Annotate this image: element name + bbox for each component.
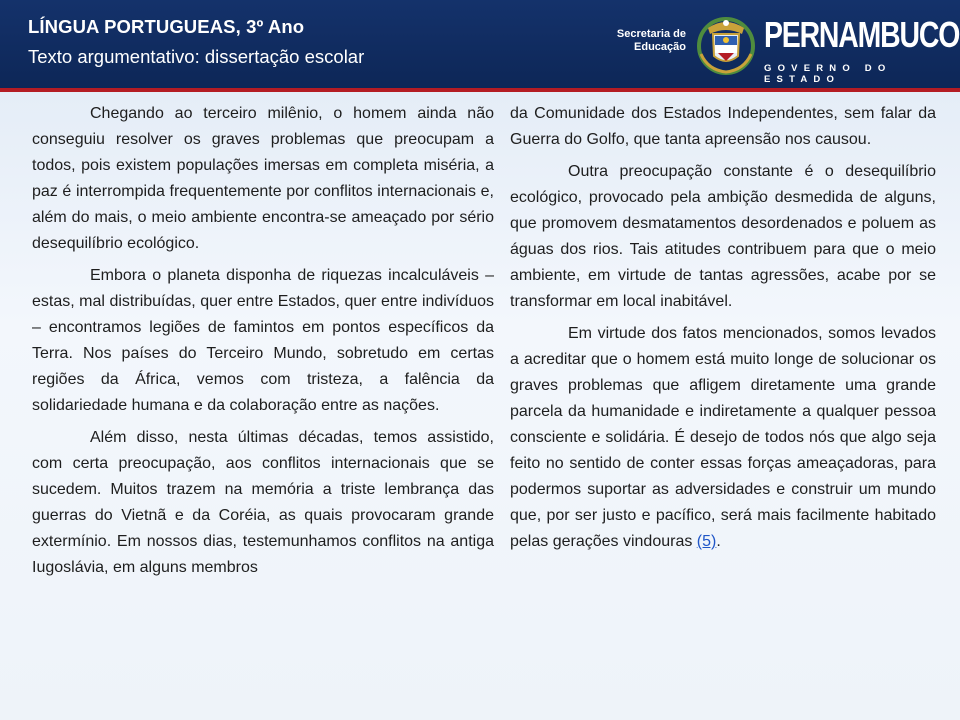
paragraph-1: Chegando ao terceiro milênio, o homem ainda não conseguiu resolver os graves problemas que preocupam a todos, pois existem populações imersas em completa miséria, a paz é interrompida frequentemente por conflitos internacionais e, além do mais, o meio ambiente encontra-se ameaçado por sério desequilíbrio ecológico. — [32, 105, 494, 252]
coat-of-arms-icon — [696, 14, 756, 76]
right-column — [510, 101, 936, 561]
reference-link[interactable]: (5) — [696, 533, 717, 550]
brand-subtitle: GOVERNO DO ESTADO — [764, 63, 892, 85]
paragraph-2: Embora o planeta disponha de riquezas incalculáveis – estas, mal distribuídas, quer entre Estados, quer entre indivíduos – encontramos legiões de famintos em pontos específicos da Terra. Nos países do Terceiro Mundo, sobretudo em certas regiões da África, vemos com tristeza, a falência da solidariedade humana e da colaboração entre as nações. — [32, 267, 494, 414]
secretaria-line1: Secretaria de — [616, 28, 686, 40]
paragraph-3: Além disso, nesta últimas décadas, temos assistido, com certa preocupação, aos conflitos internacionais que se sucedem. Muitos trazem na memória a triste lembrança das guerras do Vietnã e da Coréia, as quais provocaram grande extermínio. Em nossos dias, testemunhamos conflitos na antiga Iugoslávia, em alguns membros — [32, 429, 494, 576]
paragraph-3-continued: da Comunidade dos Estados Independentes, sem falar da Guerra do Golfo, que tanta apreensão nos causou. — [510, 105, 936, 148]
header-stripe — [0, 88, 960, 92]
slide-title: LÍNGUA PORTUGUEAS, 3º Ano — [28, 16, 305, 37]
paragraph-5 — [510, 321, 936, 555]
paragraph-5-text: Em virtude dos fatos mencionados, somos levados a acreditar que o homem está muito longe de solucionar os graves problemas que afligem diretamente uma grande parcela da humanidade e indiretamente a qualquer pessoa consciente e solidária. É desejo de todos nós que algo seja feito no sentido de conter essas forças ameaçadoras, para podermos suportar as adversidades e construir um mundo que, por ser justo e pacífico, será mais facilmente habitado pelas gerações vindouras — [510, 325, 936, 550]
left-column — [32, 101, 494, 587]
secretaria-line2: Educação — [634, 41, 686, 53]
slide-subtitle: Texto argumentativo: dissertação escolar — [28, 46, 365, 67]
brand-wordmark: PERNAMBUCO — [764, 14, 960, 55]
slide-header — [0, 0, 960, 92]
paragraph-4: Outra preocupação constante é o desequilíbrio ecológico, provocado pela ambição desmedida de alguns, que promovem desmatamentos desordenados e poluem as águas dos rios. Tais atitudes contribuem para que o meio ambiente, em virtude de tantas agressões, acabe por se transformar em local inabitável. — [510, 163, 936, 310]
paragraph-5-end: . — [716, 533, 721, 550]
secretaria-label — [606, 28, 686, 54]
